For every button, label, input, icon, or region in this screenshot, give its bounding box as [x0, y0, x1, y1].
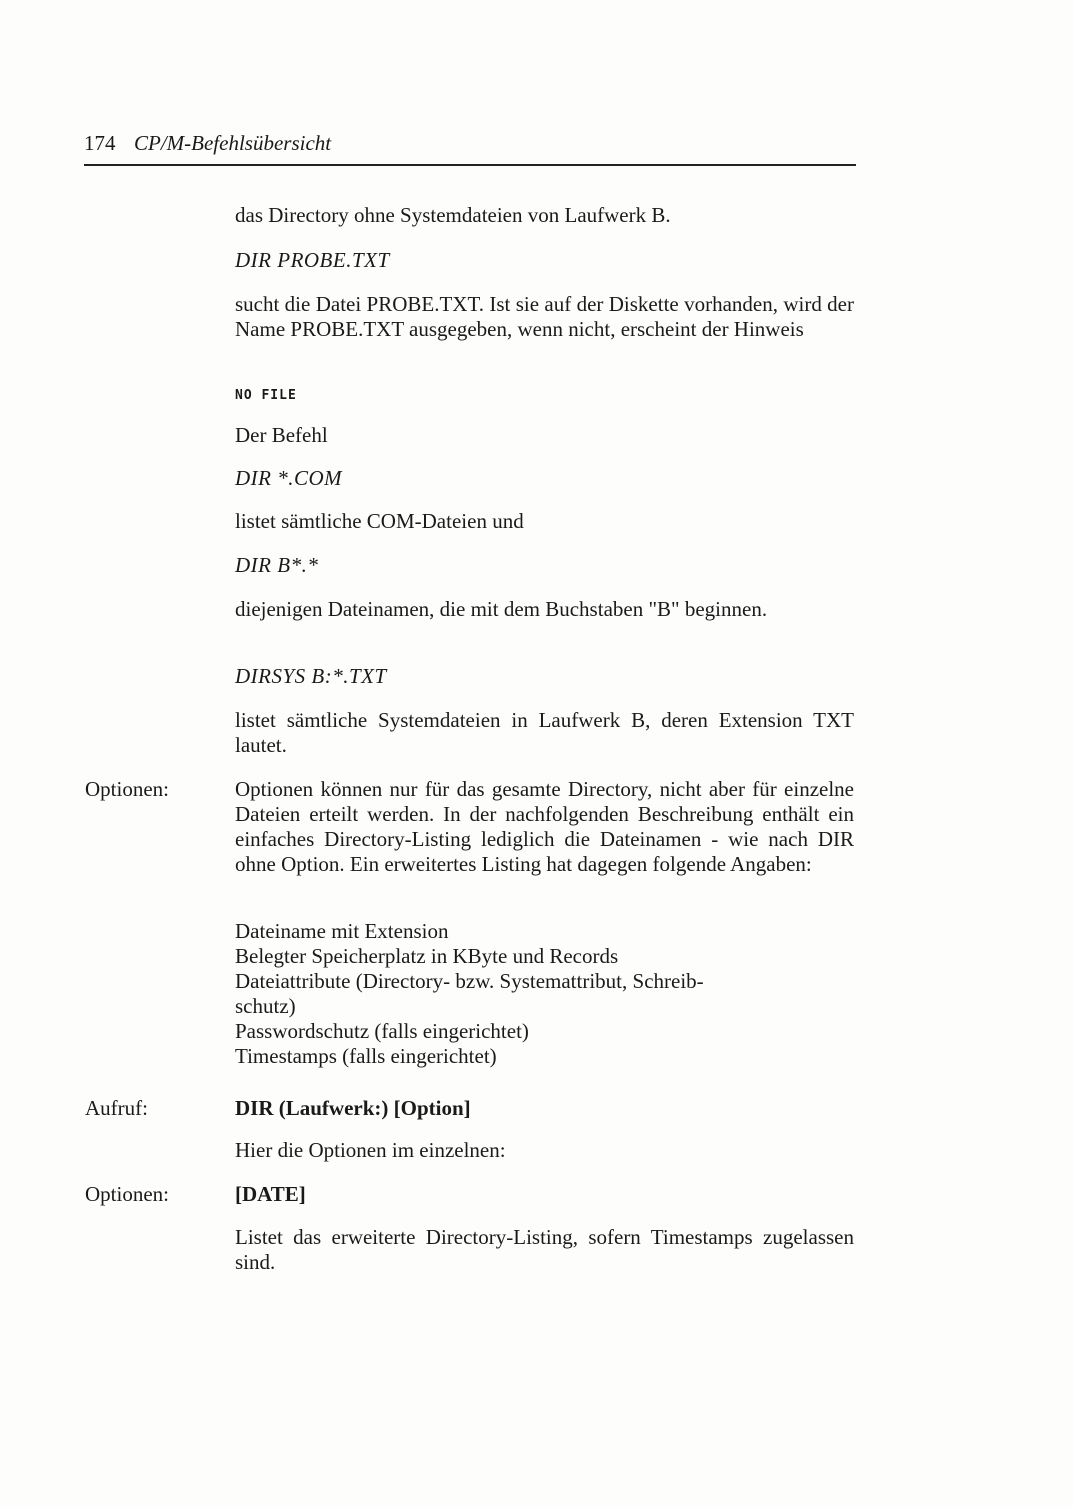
paragraph-der-befehl: Der Befehl	[235, 423, 328, 447]
page-header	[84, 131, 856, 161]
paragraph-systemdateien: listet sämtliche Systemdateien in Laufwerk B, deren Extension TXT lautet.	[235, 708, 854, 757]
label-optionen-2: Optionen:	[85, 1182, 169, 1206]
list-item: Belegter Speicherplatz in KByte und Records	[235, 944, 619, 968]
label-optionen: Optionen:	[85, 777, 169, 801]
list-item: Timestamps (falls eingerichtet)	[235, 1044, 497, 1068]
list-item: Passwordschutz (falls eingerichtet)	[235, 1019, 529, 1043]
syntax-dir: DIR (Laufwerk:) [Option]	[235, 1096, 471, 1120]
chapter-title: CP/M-Befehlsübersicht	[134, 131, 332, 155]
attribute-list	[235, 919, 854, 1069]
paragraph-optionen-einzeln: Hier die Optionen im einzelnen:	[235, 1138, 506, 1162]
list-item: Dateiattribute (Directory- bzw. Systemattribut, Schreib-	[235, 969, 704, 993]
paragraph-dateinamen-b: diejenigen Dateinamen, die mit dem Buchstaben "B" beginnen.	[235, 597, 768, 621]
command-example-dirsys: DIRSYS B:*.TXT	[235, 664, 387, 688]
command-example-dir-b: DIR B*.*	[235, 553, 319, 577]
code-no-file: NO FILE	[235, 388, 297, 403]
paragraph-directory-ohne-system: das Directory ohne Systemdateien von Laufwerk B.	[235, 203, 671, 227]
paragraph-date-beschreibung: Listet das erweiterte Directory-Listing, sofern Timestamps zugelassen sind.	[235, 1225, 854, 1274]
paragraph-optionen-beschreibung: Optionen können nur für das gesamte Directory, nicht aber für einzelne Dateien erteilt werden. In der nachfolgenden Beschreibung enthält ein einfaches Directory-Listing lediglich die Dateinamen - wie nach DIR ohne Option. Ein erweitertes Listing hat dagegen folgende Angaben:	[235, 777, 854, 876]
command-example-dir-com: DIR *.COM	[235, 466, 343, 490]
header-rule	[84, 164, 856, 166]
list-item: Dateiname mit Extension	[235, 919, 449, 943]
command-example-dir-probe: DIR PROBE.TXT	[235, 248, 390, 272]
paragraph-listet-com: listet sämtliche COM-Dateien und	[235, 509, 524, 533]
page-number: 174	[84, 131, 116, 155]
option-date: [DATE]	[235, 1182, 306, 1206]
list-item: schutz)	[235, 994, 296, 1018]
paragraph-sucht-datei: sucht die Datei PROBE.TXT. Ist sie auf der Diskette vorhanden, wird der Name PROBE.TXT ausgegeben, wenn nicht, erscheint der Hinweis	[235, 292, 854, 341]
label-aufruf: Aufruf:	[85, 1096, 148, 1120]
